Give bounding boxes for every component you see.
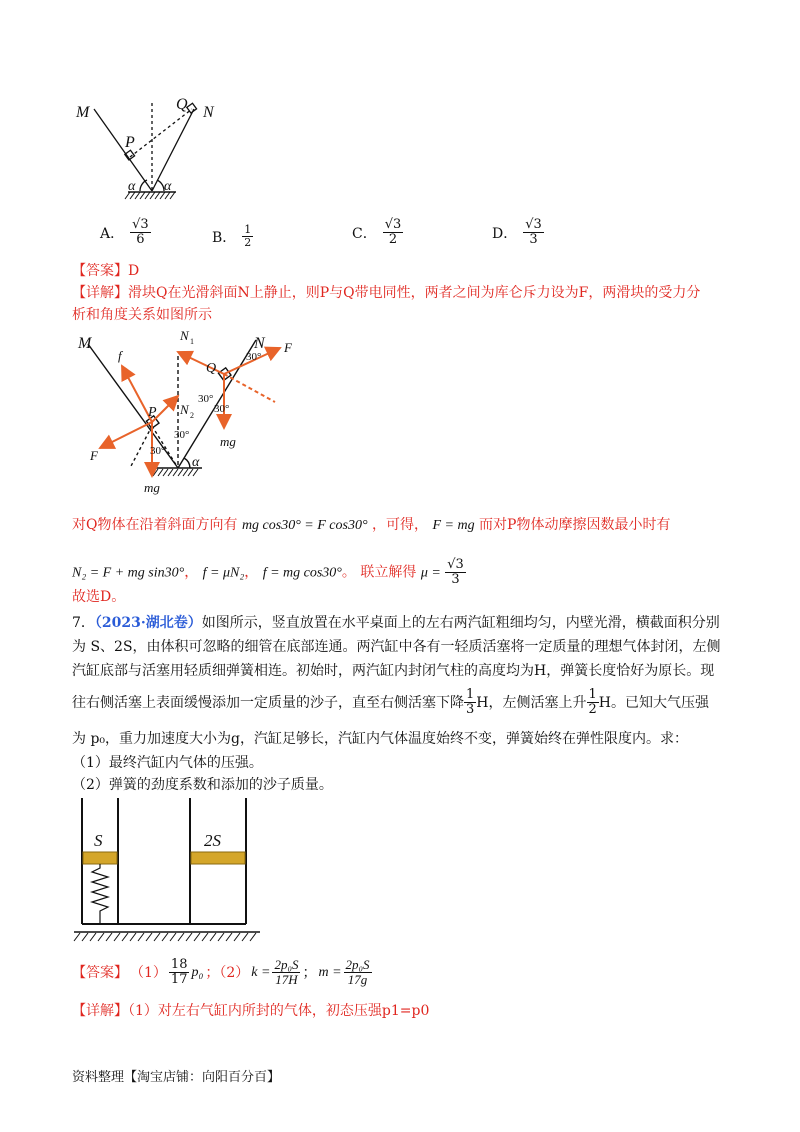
option-C-letter: C． [352, 225, 377, 242]
option-B-fraction: $\frac{1}{2}$ [244, 223, 252, 249]
label-P: P [125, 134, 135, 151]
incline-figure [70, 95, 240, 210]
equation-line-2: N₂ = F + mg sin30°， f = μN₂， f = mg cos30°。 联立解得 μ = $\frac{√3}{3}$ [72, 557, 464, 587]
cylinder-figure [70, 798, 270, 948]
answer-k-fraction: $\frac{\text{2p₀S}}{17H}$ [274, 957, 299, 987]
eq-mgcos: mg cos30° = F cos30° [241, 518, 368, 533]
angle-arc-right [157, 180, 164, 191]
svg-text:30°: 30° [174, 429, 190, 441]
eq-f-mgcos: f = mg cos30° [262, 565, 342, 581]
PQ-dashed-line [130, 109, 192, 157]
label-Q: Q [176, 96, 188, 113]
answer-1 [72, 260, 139, 282]
detail-1-line1: 【详解】滑块Q在光滑斜面N上静止，则P与Q带电同性，两者之间为库仑斥力设为F，两滑块的受力分 [72, 285, 701, 301]
svg-text:α: α [192, 455, 200, 470]
svg-text:F: F [90, 448, 98, 463]
eq-F-mg: F = mg [432, 518, 475, 533]
label-alpha-right: α [164, 179, 172, 194]
option-C-fraction: $\frac{√3}{2}$ [384, 217, 402, 247]
right-piston [191, 852, 245, 864]
fraction-one-half: $\frac{1}{2}$ [588, 687, 597, 717]
option-A-fraction: $\frac{√3}{6}$ [132, 217, 149, 247]
svg-text:P: P [148, 405, 157, 420]
equation-line-1: 对Q物体在沿着斜面方向有 mg cos30° = F cos30° ，可得， F = mg 而对P物体动摩擦因数最小时有 [72, 517, 671, 533]
svg-text:f: f [118, 348, 122, 363]
svg-text:30°: 30° [198, 393, 214, 405]
detail-1-tag: 【详解】 [72, 285, 128, 301]
spring [92, 864, 108, 924]
svg-text:2: 2 [190, 411, 194, 420]
svg-text:1: 1 [190, 337, 194, 346]
problem-7-line4: 往右侧活塞上表面缓慢添加一定质量的沙子，直至右侧活塞下降 $\frac{1}{3}$ H，左侧活塞上升 $\frac{1}{2}$ H。已知大气压强 [72, 687, 709, 717]
force-N1-arrow [178, 352, 224, 374]
option-D[interactable] [492, 218, 544, 247]
problem-7-line1: 7．（2023·湖北卷）如图所示，竖直放置在水平桌面上的左右两汽缸粗细均匀，内壁光滑，横截面积分别 [72, 615, 720, 631]
answer-m-fraction: $\frac{\text{2p₀S}}{17g}$ [345, 957, 370, 987]
incline-N-line [152, 109, 194, 191]
svg-text:F: F [284, 340, 292, 355]
option-C[interactable] [352, 218, 403, 247]
answer-pressure-fraction: $\frac{18}{17}$ [170, 957, 188, 987]
option-A[interactable] [100, 218, 151, 247]
right-area-label: 2S [204, 831, 221, 850]
answer-1-value: D [128, 263, 140, 279]
svg-text:N: N [180, 402, 189, 417]
page-footer: 资料整理【淘宝店铺：向阳百分百】 [72, 1070, 281, 1085]
mu-fraction: $\frac{√3}{3}$ [447, 557, 464, 587]
svg-text:M: M [78, 335, 92, 352]
svg-text:N: N [254, 335, 265, 352]
svg-text:N: N [180, 328, 189, 343]
label-alpha-left: α [128, 179, 136, 194]
problem-7-line3: 汽缸底部与活塞用轻质细弹簧相连。初始时，两汽缸内封闭气柱的高度均为H，弹簧长度恰好为原长。现 [72, 663, 715, 679]
label-N: N [203, 104, 214, 121]
detail-1-line2: 析和角度关系如图所示 [72, 307, 212, 323]
eq-N2: N₂ = F + mg sin30° [72, 565, 185, 581]
eq-f-muN2: f = μN₂ [202, 565, 245, 581]
option-D-fraction: $\frac{√3}{3}$ [525, 217, 542, 247]
conclusion-1: 故选D。 [72, 589, 126, 605]
svg-text:Q: Q [206, 361, 217, 376]
svg-text:30°: 30° [214, 403, 230, 415]
option-A-letter: A． [100, 225, 125, 242]
problem-7-line5: 为 p₀，重力加速度大小为g，汽缸足够长，汽缸内气体温度始终不变，弹簧始终在弹性限度内。求： [72, 731, 688, 747]
left-piston [83, 852, 117, 864]
detail-2: 【详解】（1）对左右气缸内所封的气体，初态压强p1=p0 [72, 1003, 430, 1019]
fraction-one-third: $\frac{1}{3}$ [466, 687, 475, 717]
svg-text:mg: mg [144, 480, 160, 495]
svg-text:30°: 30° [150, 445, 166, 457]
svg-text:30°: 30° [246, 351, 262, 363]
left-area-label: S [94, 831, 103, 850]
answer-1-tag: 【答案】 [72, 263, 128, 279]
force-diagram [70, 326, 330, 506]
incline-M-line [94, 109, 152, 191]
problem-source: （2023·湖北卷） [94, 615, 202, 631]
label-M: M [76, 104, 90, 121]
answer-2: 【答案】 （1） $\frac{18}{17}$ p₀ ；（2） k = $\frac{\text{2p₀S}}{17H}$ ； m = $\frac{\text{2p₀S}}{17g}$ [72, 957, 370, 987]
option-D-letter: D． [492, 225, 518, 242]
svg-text:mg: mg [220, 434, 236, 449]
option-B-letter: B． [212, 229, 237, 246]
option-B[interactable] [212, 224, 253, 249]
force-F-P-arrow [100, 422, 152, 448]
question-2: （2）弹簧的劲度系数和添加的沙子质量。 [72, 777, 333, 793]
problem-7-line2: 为 S、2S，由体积可忽略的细管在底部连通。两汽缸中各有一轻质活塞将一定质量的理想气体封闭，左侧 [72, 639, 721, 655]
question-1: （1）最终汽缸内气体的压强。 [72, 755, 263, 771]
